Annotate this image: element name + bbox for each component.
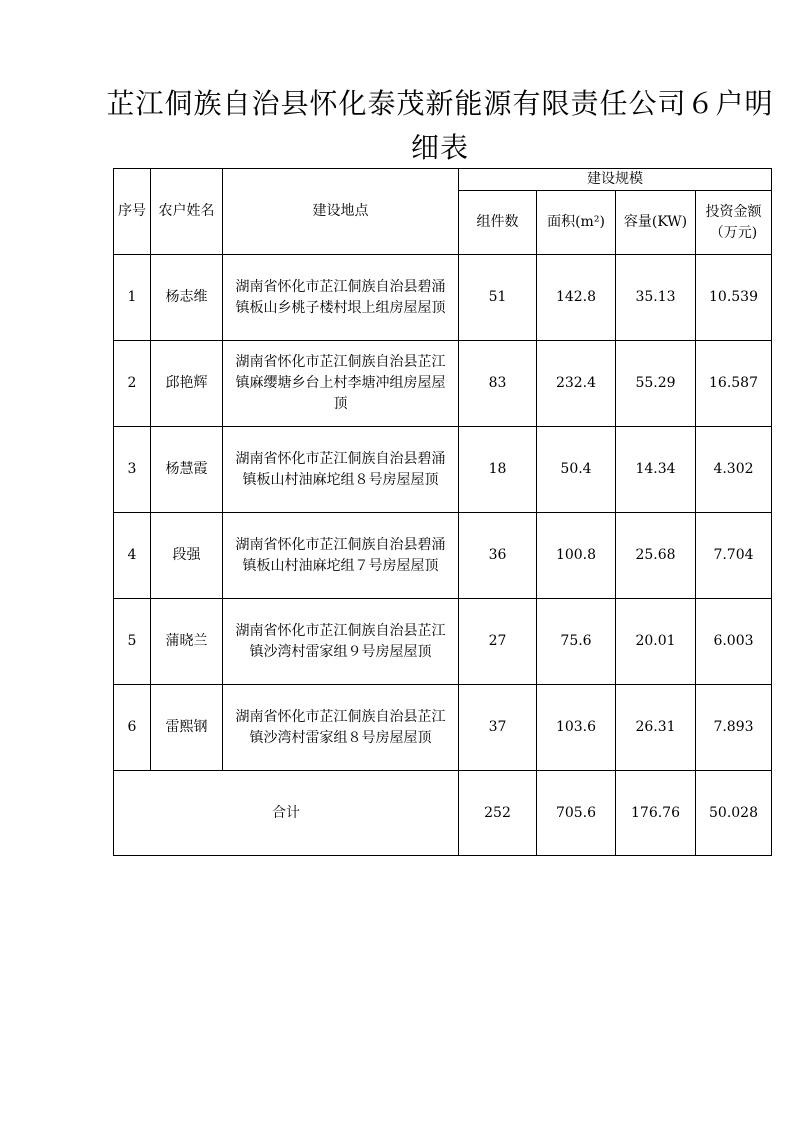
- row-seq: 1: [114, 255, 151, 341]
- row-capacity: 25.68: [616, 513, 696, 599]
- row-area: 100.8: [537, 513, 616, 599]
- row-investment: 7.893: [696, 685, 772, 771]
- table-row: [114, 427, 772, 513]
- row-area: 75.6: [537, 599, 616, 685]
- row-name: 雷熙钢: [151, 685, 223, 771]
- total-investment: 50.028: [696, 771, 772, 856]
- row-capacity: 35.13: [616, 255, 696, 341]
- row-seq: 6: [114, 685, 151, 771]
- row-location: 湖南省怀化市芷江侗族自治县芷江镇沙湾村雷家组９号房屋屋顶: [223, 599, 459, 685]
- row-seq: 5: [114, 599, 151, 685]
- total-row: [114, 771, 772, 856]
- header-investment: 投资金额（万元): [696, 191, 772, 255]
- row-capacity: 14.34: [616, 427, 696, 513]
- row-name: 杨慧霞: [151, 427, 223, 513]
- table-row: [114, 599, 772, 685]
- header-area: 面积(m²): [537, 191, 616, 255]
- row-capacity: 55.29: [616, 341, 696, 427]
- row-name: 蒲晓兰: [151, 599, 223, 685]
- row-capacity: 20.01: [616, 599, 696, 685]
- header-seq: 序号: [114, 169, 151, 255]
- row-modules: 51: [459, 255, 537, 341]
- row-investment: 7.704: [696, 513, 772, 599]
- row-location: 湖南省怀化市芷江侗族自治县碧涌镇板山乡桃子楼村垠上组房屋屋顶: [223, 255, 459, 341]
- row-location: 湖南省怀化市芷江侗族自治县碧涌镇板山村油麻坨组８号房屋屋顶: [223, 427, 459, 513]
- row-location: 湖南省怀化市芷江侗族自治县芷江镇沙湾村雷家组８号房屋屋顶: [223, 685, 459, 771]
- row-seq: 4: [114, 513, 151, 599]
- document-title: 芷江侗族自治县怀化泰茂新能源有限责任公司６户明细表: [106, 87, 774, 164]
- table-row: [114, 255, 772, 341]
- header-capacity: 容量(KW): [616, 191, 696, 255]
- table-row: [114, 685, 772, 771]
- row-name: 邱艳辉: [151, 341, 223, 427]
- header-scale: 建设规模: [459, 169, 772, 191]
- header-modules: 组件数: [459, 191, 537, 255]
- row-modules: 83: [459, 341, 537, 427]
- row-area: 142.8: [537, 255, 616, 341]
- row-investment: 10.539: [696, 255, 772, 341]
- header-name: 农户姓名: [151, 169, 223, 255]
- total-modules: 252: [459, 771, 537, 856]
- header-location: 建设地点: [223, 169, 459, 255]
- row-investment: 6.003: [696, 599, 772, 685]
- row-capacity: 26.31: [616, 685, 696, 771]
- row-investment: 4.302: [696, 427, 772, 513]
- row-name: 段强: [151, 513, 223, 599]
- row-location: 湖南省怀化市芷江侗族自治县芷江镇麻缨塘乡台上村李塘冲组房屋屋顶: [223, 341, 459, 427]
- row-area: 232.4: [537, 341, 616, 427]
- total-label: 合计: [114, 771, 459, 856]
- row-area: 103.6: [537, 685, 616, 771]
- row-modules: 27: [459, 599, 537, 685]
- row-modules: 36: [459, 513, 537, 599]
- row-seq: 2: [114, 341, 151, 427]
- detail-table: [113, 168, 772, 856]
- row-modules: 37: [459, 685, 537, 771]
- row-name: 杨志维: [151, 255, 223, 341]
- row-investment: 16.587: [696, 341, 772, 427]
- total-capacity: 176.76: [616, 771, 696, 856]
- row-modules: 18: [459, 427, 537, 513]
- header-row-1: [114, 169, 772, 191]
- row-area: 50.4: [537, 427, 616, 513]
- table-row: [114, 341, 772, 427]
- table-row: [114, 513, 772, 599]
- row-location: 湖南省怀化市芷江侗族自治县碧涌镇板山村油麻坨组７号房屋屋顶: [223, 513, 459, 599]
- total-area: 705.6: [537, 771, 616, 856]
- row-seq: 3: [114, 427, 151, 513]
